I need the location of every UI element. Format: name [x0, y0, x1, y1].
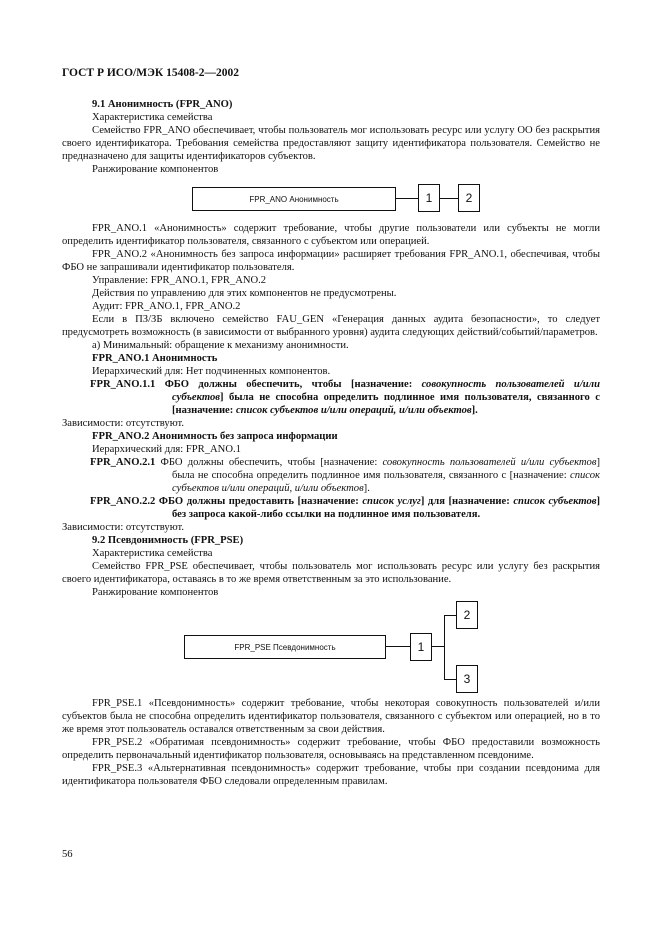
pse-component-1-box: 1 [410, 633, 432, 661]
family-characteristic-text: Семейство FPR_PSE обеспечивает, чтобы пользователь мог использовать ресурс или услугу без раскрытия своего идентификатора, оставаясь в то же время ответственным за это использование. [62, 561, 600, 585]
connector-line [444, 679, 456, 680]
family-characteristic-text: Семейство FPR_ANO обеспечивает, чтобы пользователь мог использовать ресурс или услугу ОО без раскрытия своего идентификатора. Требования семейства предоставляют защиту идентификатора пользователя. Семейство не предназначено для защиты идентификаторов субъектов. [62, 125, 600, 162]
component-ranking-label: Ранжирование компонентов [92, 587, 219, 598]
page-number: 56 [62, 849, 73, 860]
element-ano2-1 [62, 456, 600, 495]
management-label: Управление: FPR_ANO.1, FPR_ANO.2 [92, 275, 267, 286]
component-ano1-title: FPR_ANO.1 Анонимность [92, 353, 218, 364]
assignment-text: совокупность пользователей и/или субъектов [172, 379, 600, 403]
element-text: ] без запроса какой-либо ссылки на подлинное имя пользователя. [172, 496, 601, 520]
ano-component-1-box: 1 [418, 184, 440, 212]
element-text: ФБО должны обеспечить, чтобы [назначение: [160, 457, 378, 468]
element-id: FPR_ANO.2.1 [90, 457, 156, 468]
section-title-9-1: 9.1 Анонимность (FPR_ANO) [92, 99, 233, 110]
component-ano2-hierarchy: Иерархический для: FPR_ANO.1 [92, 444, 241, 455]
element-text: ] была не способна определить подлинное имя пользователя, связанного с [назначение: [172, 392, 600, 416]
ano1-description: FPR_ANO.1 «Анонимность» содержит требование, чтобы другие пользователи или субъекты не могли определить идентификатор пользователя, связанного с субъектом или операцией. [62, 223, 600, 247]
element-id: FPR_ANO.2.2 [90, 496, 156, 507]
assignment-text: список субъектов и/или операций, и/или объектов [172, 470, 600, 494]
pse2-description: FPR_PSE.2 «Обратимая псевдонимность» содержит требование, чтобы ФБО предоставили возможность определить первоначальный идентификатор пользователя, основываясь на представленном псевдониме. [62, 737, 600, 761]
pse3-description: FPR_PSE.3 «Альтернативная псевдонимность» содержит требование, чтобы при создании псевдонима для идентификатора пользователя ФБО следовали определенным правилам. [62, 763, 600, 787]
audit-label: Аудит: FPR_ANO.1, FPR_ANO.2 [92, 301, 241, 312]
pse-component-2-box: 2 [456, 601, 478, 629]
component-ano2-dependencies: Зависимости: отсутствуют. [62, 522, 184, 533]
element-text: ФБО должны предоставить [назначение: [158, 496, 359, 507]
assignment-text: список субъектов и/или операций, и/или объектов [235, 405, 472, 416]
audit-text: Если в ПЗ/ЗБ включено семейство FAU_GEN «Генерация данных аудита безопасности», то следует предусмотреть возможность (в зависимости от выбранного уровня) аудита следующих действий/событий/параметров. [62, 314, 600, 338]
connector-line [444, 615, 456, 616]
connector-line [440, 198, 458, 199]
ano2-description: FPR_ANO.2 «Анонимность без запроса информации» расширяет требования FPR_ANO.1, обеспечивая, чтобы ФБО не запрашивали идентификатор пользователя. [62, 249, 600, 273]
family-characteristic-label: Характеристика семейства [92, 112, 213, 123]
document-header: ГОСТ Р ИСО/МЭК 15408-2—2002 [62, 67, 239, 79]
ano-ranking-diagram [62, 176, 600, 222]
component-ano1-dependencies: Зависимости: отсутствуют. [62, 418, 184, 429]
page-content [62, 98, 600, 788]
connector-line [444, 615, 445, 679]
assignment-text: список субъектов [513, 496, 597, 507]
element-id: FPR_ANO.1.1 [90, 379, 156, 390]
pse1-description: FPR_PSE.1 «Псевдонимность» содержит требование, чтобы некоторая совокупность пользователей и/или субъектов была не способна определить идентификатор пользователя, связанного с субъектом или операцией, но в то же время этот пользователь оставался ответственным за свои действия. [62, 698, 600, 735]
connector-line [386, 646, 410, 647]
element-ano2-2 [62, 495, 600, 521]
element-text: ]. [363, 483, 370, 494]
ano-family-box: FPR_ANO Анонимность [192, 187, 396, 211]
component-ano1-hierarchy: Иерархический для: Нет подчиненных компонентов. [92, 366, 331, 377]
connector-line [432, 646, 444, 647]
ano-component-2-box: 2 [458, 184, 480, 212]
pse-ranking-diagram [62, 599, 600, 697]
element-ano1-1 [62, 378, 600, 417]
connector-line [396, 198, 418, 199]
element-text: ]. [471, 405, 478, 416]
assignment-text: совокупность пользователей и/или субъектов [382, 457, 597, 468]
pse-family-box: FPR_PSE Псевдонимность [184, 635, 386, 659]
element-text: ФБО должны обеспечить, чтобы [назначение: [164, 379, 413, 390]
family-characteristic-label: Характеристика семейства [92, 548, 213, 559]
element-text: ] была не способна определить подлинное имя пользователя, связанного с [назначение: [172, 457, 600, 481]
audit-item: а) Минимальный: обращение к механизму анонимности. [92, 340, 349, 351]
pse-component-3-box: 3 [456, 665, 478, 693]
component-ranking-label: Ранжирование компонентов [92, 164, 219, 175]
assignment-text: список услуг [362, 496, 421, 507]
component-ano2-title: FPR_ANO.2 Анонимность без запроса информации [92, 431, 338, 442]
section-title-9-2: 9.2 Псевдонимность (FPR_PSE) [92, 535, 244, 546]
management-text: Действия по управлению для этих компонентов не предусмотрены. [92, 288, 397, 299]
element-text: ] для [назначение: [420, 496, 510, 507]
